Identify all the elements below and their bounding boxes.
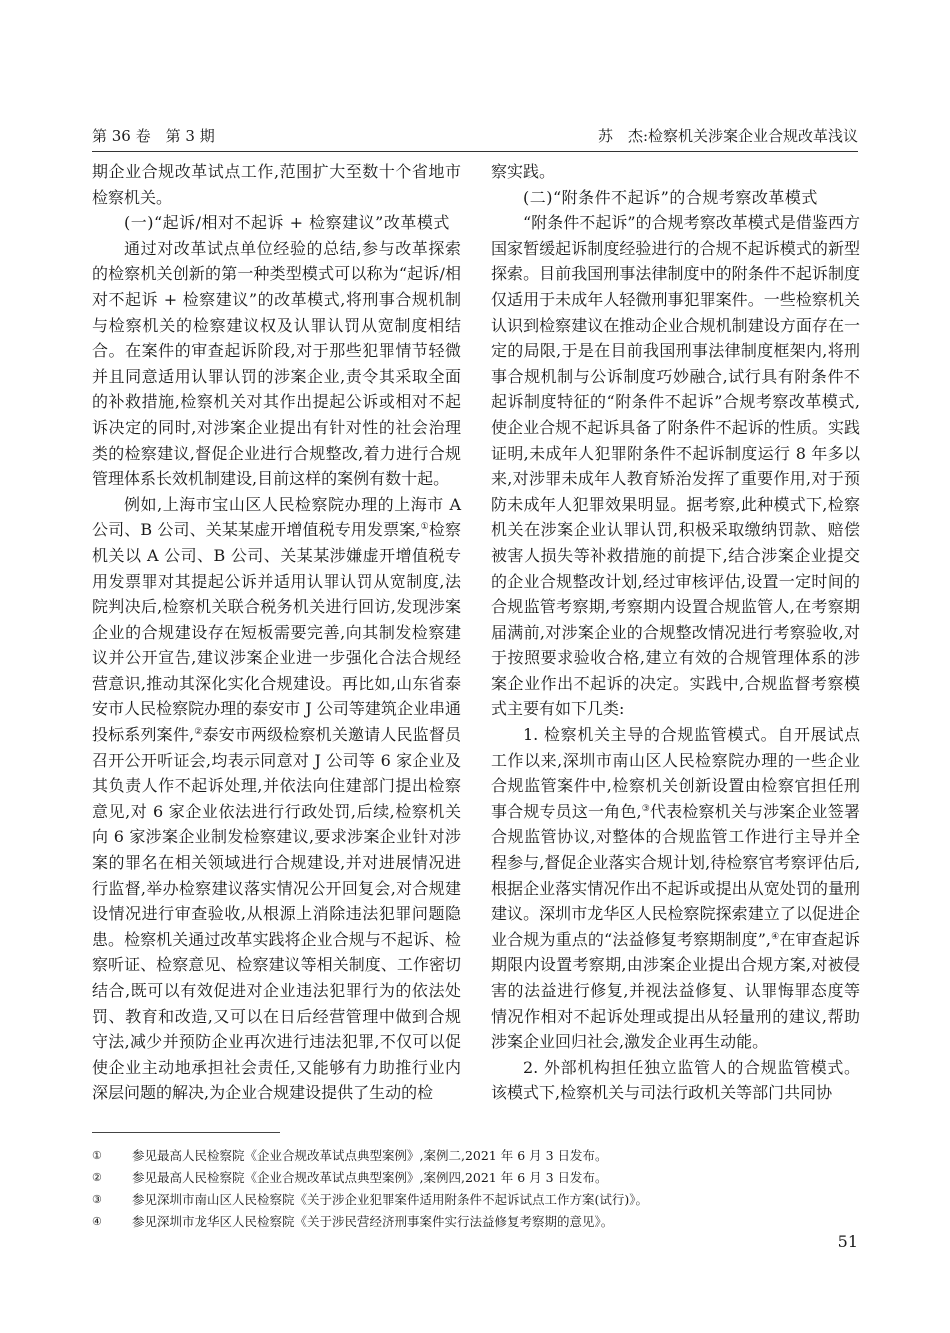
footnote <box>92 1211 858 1233</box>
text-run: 在审查起诉期限内设置考察期,由涉案企业提出合规方案,对被侵害的法益进行修复,并视法益修复、认罪悔罪态度等情况作相对不起诉处理或提出从轻量刑的建议,帮助涉案企业回归社会,激发企业再生动能。 <box>491 929 860 1052</box>
footnote-ref-3: ③ <box>641 803 650 814</box>
footnote-marker: ③ <box>92 1193 102 1206</box>
text-run: 泰安市两级检察机关邀请人民监督员召开公开听证会,均表示同意对 J 公司等 6 家企业及其负责人作不起诉处理,并依法向住建部门提出检察意见,对 6 家企业依法进行行政处罚,后续,检察机关向 6 家涉案企业制发检察建议,要求涉案企业针对涉案的罪名在相关领域进行合规建设,并对进展情况进行监督,举办检察建议落实情况公开回复会,对合规建设情况进行审查验收,从根源上消除违法犯罪问题隐患。检察机关通过改革实践将企业合规与不起诉、检察听证、检察意见、检察建议等相关制度、工作密切结合,既可以有效促进对企业违法犯罪行为的依法处罚、教育和改造,又可以在日后经营管理中做到合规守法,减少并预防企业再次进行违法犯罪,不仅可以促使企业主动地承担社会责任,又能够有力助推行业内深层问题的解决,为企业合规建设提供了生动的检 <box>92 725 461 1103</box>
footnote-ref-4: ④ <box>771 931 780 942</box>
continued-paragraph: 期企业合规改革试点工作,范围扩大至数十个省地市检察机关。 <box>92 162 461 207</box>
footnote-text: 参见深圳市南山区人民检察院《关于涉企业犯罪案件适用附条件不起诉试点工作方案(试行)》。 <box>132 1192 649 1207</box>
text-run: 1. 检察机关主导的合规监管模式。自开展试点工作以来,深圳市南山区人民检察院办理的一些企业合规监管案件中,检察机关创新设置由检察官担任刑事合规专员这一角色, <box>491 725 860 821</box>
paragraph: 通过对改革试点单位经验的总结,参与改革探索的检察机关创新的第一种类型模式可以称为“起诉/相对不起诉 + 检察建议”的改革模式,将刑事合规机制与检察机关的检察建议权及认罪认罚从宽制度相结合。在案件的审查起诉阶段,对于那些犯罪情节轻微并且同意适用认罪认罚的涉案企业,责令其采取全面的补救措施,检察机关对其作出提起公诉或相对不起诉决定的同时,对涉案企业提出有针对性的社会治理类的检察建议,督促企业进行合规整改,着力进行合规管理体系长效机制建设,目前这样的案例有数十起。 <box>92 238 461 489</box>
footnote <box>92 1167 858 1189</box>
text-run: 代表检察机关与涉案企业签署合规监管协议,对整体的合规监管工作进行主导并全程参与,督促企业落实合规计划,待检察官考察评估后,根据企业落实情况作出不起诉或提出从宽处罚的量刑建议。深圳市龙华区人民检察院探索建立了以促进企业合规为重点的“法益修复考察期制度”, <box>491 801 860 949</box>
journal-volume-issue: 第 36 卷 第 3 期 <box>92 127 215 145</box>
footnote-marker: ④ <box>92 1215 102 1228</box>
paragraph: “附条件不起诉”的合规考察改革模式是借鉴西方国家暂缓起诉制度经验进行的合规不起诉模式的新型探索。目前我国刑事法律制度中的附条件不起诉制度仅适用于未成年人轻微刑事犯罪案件。一些检察机关认识到检察建议在推动企业合规机制建设方面存在一定的局限,于是在目前我国刑事法律制度框架内,将刑事合规机制与公诉制度巧妙融合,试行具有附条件不起诉制度特征的“附条件不起诉”合规考察改革模式,使企业合规不起诉具备了附条件不起诉的性质。实践证明,未成年人犯罪附条件不起诉制度运行 8 年多以来,对涉罪未成年人教育矫治发挥了重要作用,对于预防未成年人犯罪效果明显。据考察,此种模式下,检察机关在涉案企业认罪认罚,积极采取缴纳罚款、赔偿被害人损失等补救措施的前提下,结合涉案企业提交的企业合规整改计划,经过审核评估,设置一定时间的合规监管考察期,考察期内设置合规监管人,在考察期届满前,对涉案企业的合规整改情况进行考察验收,对于按照要求验收合格,建立有效的合规管理体系的涉案企业作出不起诉的决定。实践中,合规监督考察模式主要有如下几类: <box>491 213 860 719</box>
paragraph: 2. 外部机构担任独立监管人的合规监管模式。该模式下,检察机关与司法行政机关等部门共同协 <box>491 1057 860 1103</box>
paragraph-with-footnotes <box>92 492 461 1106</box>
section-heading-2: (二)“附条件不起诉”的合规考察改革模式 <box>523 187 818 207</box>
running-header <box>92 126 858 146</box>
footnote <box>92 1189 858 1211</box>
paragraph-with-footnotes <box>491 722 860 1055</box>
footnote-text: 参见最高人民检察院《企业合规改革试点典型案例》,案例四,2021 年 6 月 3 日发布。 <box>132 1170 608 1185</box>
page-number: 51 <box>837 1232 858 1251</box>
right-column <box>491 159 860 1106</box>
footnote-rule <box>92 1132 280 1133</box>
article-author-title: 苏 杰:检察机关涉案企业合规改革浅议 <box>597 127 858 145</box>
footnote-marker: ① <box>92 1149 102 1162</box>
footnote <box>92 1145 858 1167</box>
footnotes <box>92 1145 858 1233</box>
header-rule <box>92 151 858 152</box>
continued-paragraph: 察实践。 <box>491 162 556 181</box>
section-heading-1: (一)“起诉/相对不起诉 + 检察建议”改革模式 <box>124 213 450 233</box>
text-run: 检察机关以 A 公司、B 公司、关某某涉嫌虚开增值税专用发票罪对其提起公诉并适用认罪认罚从宽制度,法院判决后,检察机关联合税务机关进行回访,发现涉案企业的合规建设存在短板需要完善,向其制发检察建议并公开宣告,建议涉案企业进一步强化合法合规经营意识,推动其深化实化合规建设。再比如,山东省泰安市人民检察院办理的泰安市 J 公司等建筑企业串通投标系列案件, <box>92 520 461 745</box>
footnote-marker: ② <box>92 1171 102 1184</box>
footnote-text: 参见深圳市龙华区人民检察院《关于涉民营经济刑事案件实行法益修复考察期的意见》。 <box>132 1214 614 1229</box>
footnote-ref-1: ① <box>420 522 429 533</box>
footnote-ref-2: ② <box>194 727 203 738</box>
text-run: 例如,上海市宝山区人民检察院办理的上海市 A 公司、B 公司、关某某虚开增值税专用发票案, <box>92 494 461 540</box>
footnote-text: 参见最高人民检察院《企业合规改革试点典型案例》,案例二,2021 年 6 月 3 日发布。 <box>132 1148 608 1163</box>
left-column <box>92 159 461 1106</box>
